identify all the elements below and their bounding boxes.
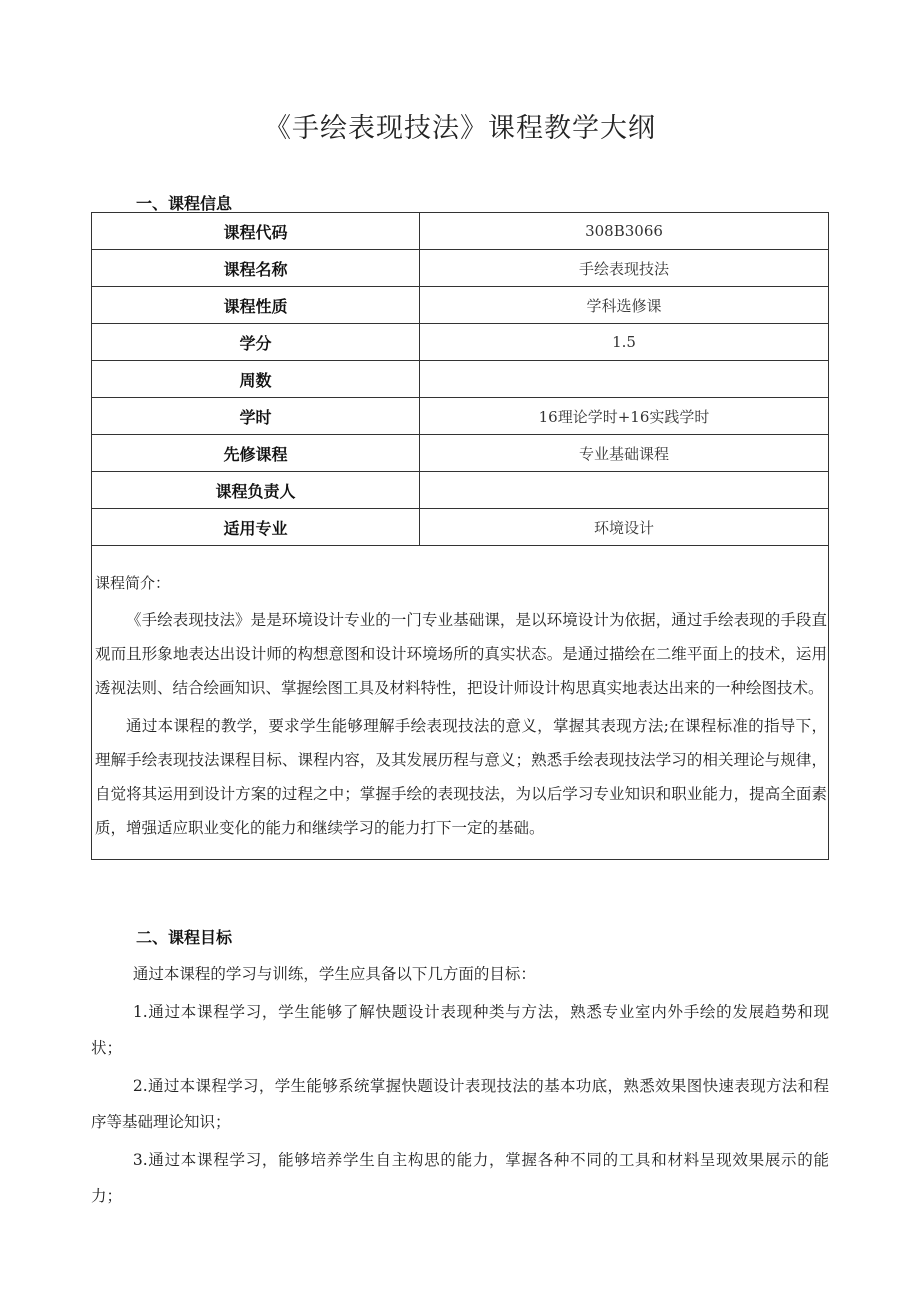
row-label: 周数 xyxy=(92,361,420,398)
row-value: 16理论学时+16实践学时 xyxy=(420,398,829,435)
row-value: 手绘表现技法 xyxy=(420,250,829,287)
table-row xyxy=(92,213,829,250)
table-row xyxy=(92,398,829,435)
course-goals xyxy=(91,956,829,1214)
goals-lead: 通过本课程的学习与训练，学生应具备以下几方面的目标： xyxy=(132,965,536,983)
course-intro-paragraph: 通过本课程的教学，要求学生能够理解手绘表现技法的意义，掌握其表现方法;在课程标准的指导下，理解手绘表现技法课程目标、课程内容，及其发展历程与意义；熟悉手绘表现技法学习的相关理论与规律，自觉将其运用到设计方案的过程之中；掌握手绘的表现技法，为以后学习专业知识和职业能力，提高全面素质，增强适应职业变化的能力和继续学习的能力打下一定的基础。 xyxy=(95,717,827,837)
table-row xyxy=(92,287,829,324)
row-value: 专业基础课程 xyxy=(420,435,829,472)
row-label: 适用专业 xyxy=(92,509,420,546)
course-intro-paragraph: 《手绘表现技法》是是环境设计专业的一门专业基础课，是以环境设计为依据，通过手绘表现的手段直观而且形象地表达出设计师的构想意图和设计环境场所的真实状态。是通过描绘在二维平面上的技术，运用透视法则、结合绘画知识、掌握绘图工具及材料特性，把设计师设计构思真实地表达出来的一种绘图技术。 xyxy=(95,611,827,697)
row-value: 学科选修课 xyxy=(420,287,829,324)
row-value xyxy=(420,472,829,509)
row-value: 308B3066 xyxy=(420,213,829,250)
table-row xyxy=(92,250,829,287)
course-intro-row xyxy=(92,546,829,860)
course-intro-label: 课程简介： xyxy=(95,574,171,592)
row-label: 学分 xyxy=(92,324,420,361)
goal-item: 2.通过本课程学习，学生能够系统掌握快题设计表现技法的基本功底，熟悉效果图快速表现方法和程序等基础理论知识； xyxy=(91,1077,829,1131)
row-label: 课程负责人 xyxy=(92,472,420,509)
table-row xyxy=(92,472,829,509)
row-label: 学时 xyxy=(92,398,420,435)
goal-item: 1.通过本课程学习，学生能够了解快题设计表现种类与方法，熟悉专业室内外手绘的发展趋势和现状； xyxy=(91,1003,829,1057)
row-label: 先修课程 xyxy=(92,435,420,472)
row-value: 环境设计 xyxy=(420,509,829,546)
row-label: 课程名称 xyxy=(92,250,420,287)
course-intro-cell xyxy=(92,546,829,860)
table-row xyxy=(92,324,829,361)
section-heading-course-goals: 二、课程目标 xyxy=(136,928,233,947)
table-row xyxy=(92,361,829,398)
row-label: 课程性质 xyxy=(92,287,420,324)
table-row xyxy=(92,435,829,472)
row-value xyxy=(420,361,829,398)
goal-item: 3.通过本课程学习，能够培养学生自主构思的能力，掌握各种不同的工具和材料呈现效果展示的能力； xyxy=(91,1151,829,1205)
course-info-table xyxy=(91,212,829,860)
table-row xyxy=(92,509,829,546)
row-value: 1.5 xyxy=(420,324,829,361)
section-heading-course-info: 一、课程信息 xyxy=(136,194,233,213)
page-title: 《手绘表现技法》课程教学大纲 xyxy=(264,113,656,144)
row-label: 课程代码 xyxy=(92,213,420,250)
